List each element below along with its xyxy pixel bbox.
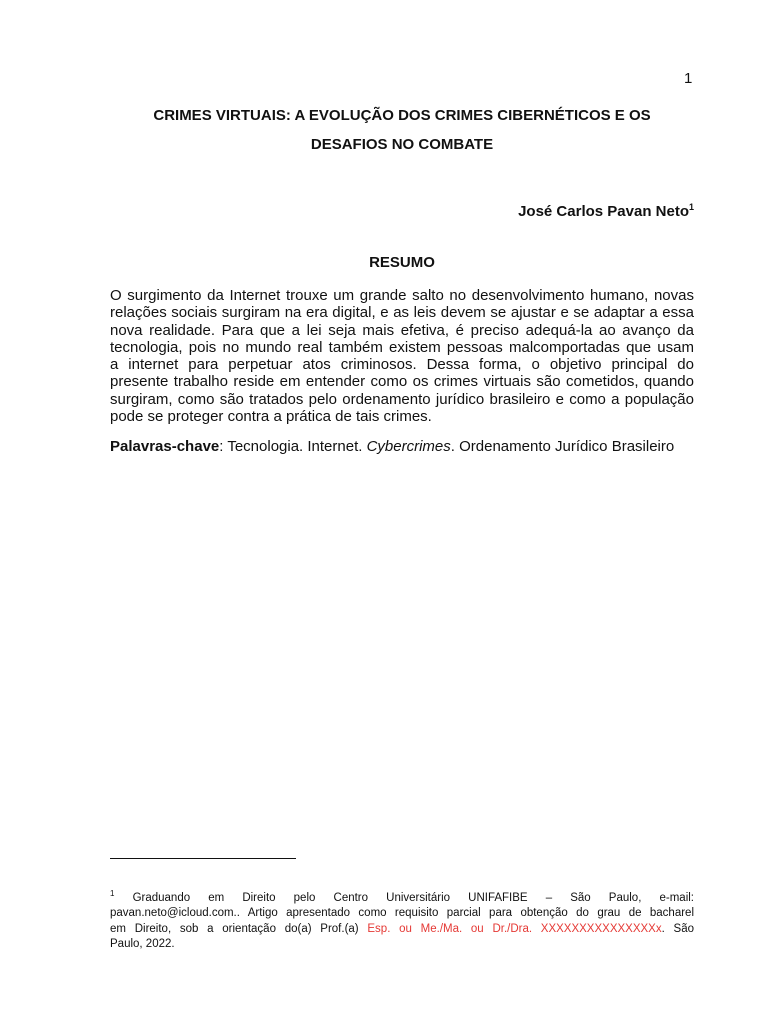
footnote-line-3-prefix: em Direito, sob a orientação do(a) Prof.(a) — [110, 922, 368, 935]
footnote-rule — [110, 858, 296, 859]
keywords-part-2: . Ordenamento Jurídico Brasileiro — [450, 438, 675, 455]
footnote-line-4: Paulo, 2022. — [110, 938, 175, 951]
abstract-line: O surgimento da Internet trouxe um grande salto no desenvolvimento humano, novas — [110, 287, 694, 304]
abstract-line: surgiram, como são tratados pelo ordenamento jurídico brasileiro e como a população — [110, 390, 694, 408]
page-number: 1 — [684, 70, 693, 87]
keywords-label: Palavras-chave — [110, 438, 220, 455]
author-name: José Carlos Pavan Neto — [518, 203, 689, 220]
footnote-advisor-placeholder: Esp. ou Me./Ma. ou Dr./Dra. XXXXXXXXXXXXXXXx — [367, 922, 662, 935]
abstract-heading: RESUMO — [369, 254, 435, 271]
keywords-part-1: Tecnologia. Internet. — [227, 438, 367, 455]
footnote-line-3 — [110, 922, 694, 938]
abstract-line: presente trabalho reside em entender como os crimes virtuais são cometidos, quando — [110, 373, 694, 391]
keywords — [110, 438, 700, 455]
footnote-text-1: Graduando em Direito pelo Centro Universitário UNIFAFIBE – São Paulo, e-mail: — [132, 891, 695, 904]
abstract-line: relações sociais surgiram na era digital, e as leis devem se ajustar e se adaptar a essa — [110, 304, 694, 322]
abstract-line: a internet para perpetuar atos criminosos. Dessa forma, o objetivo principal do — [110, 356, 694, 374]
author-footnote-mark: 1 — [688, 202, 694, 212]
footnote-line-1 — [110, 886, 694, 906]
keywords-italic: Cybercrimes — [366, 438, 451, 455]
author — [518, 202, 694, 220]
footnote — [110, 886, 694, 953]
abstract-body — [110, 287, 694, 425]
abstract-line: nova realidade. Para que a lei seja mais efetiva, é preciso adequá-la ao avanço da — [110, 321, 694, 339]
abstract-line: pode se proteger contra a prática de tais crimes. — [110, 408, 432, 426]
footnote-line-3-suffix: . São — [661, 922, 694, 935]
title-line-2: DESAFIOS NO COMBATE — [310, 136, 494, 153]
document-title — [110, 101, 694, 159]
abstract-line: tecnologia, pois no mundo real também existem pessoas malcomportadas que usam — [110, 338, 694, 356]
title-line-1: CRIMES VIRTUAIS: A EVOLUÇÃO DOS CRIMES CIBERNÉTICOS E OS — [153, 107, 651, 124]
footnote-line-2: pavan.neto@icloud.com.. Artigo apresentado como requisito parcial para obtenção do grau de bacharel — [110, 907, 694, 920]
footnote-mark: 1 — [110, 889, 115, 898]
keywords-separator: : — [219, 438, 228, 455]
